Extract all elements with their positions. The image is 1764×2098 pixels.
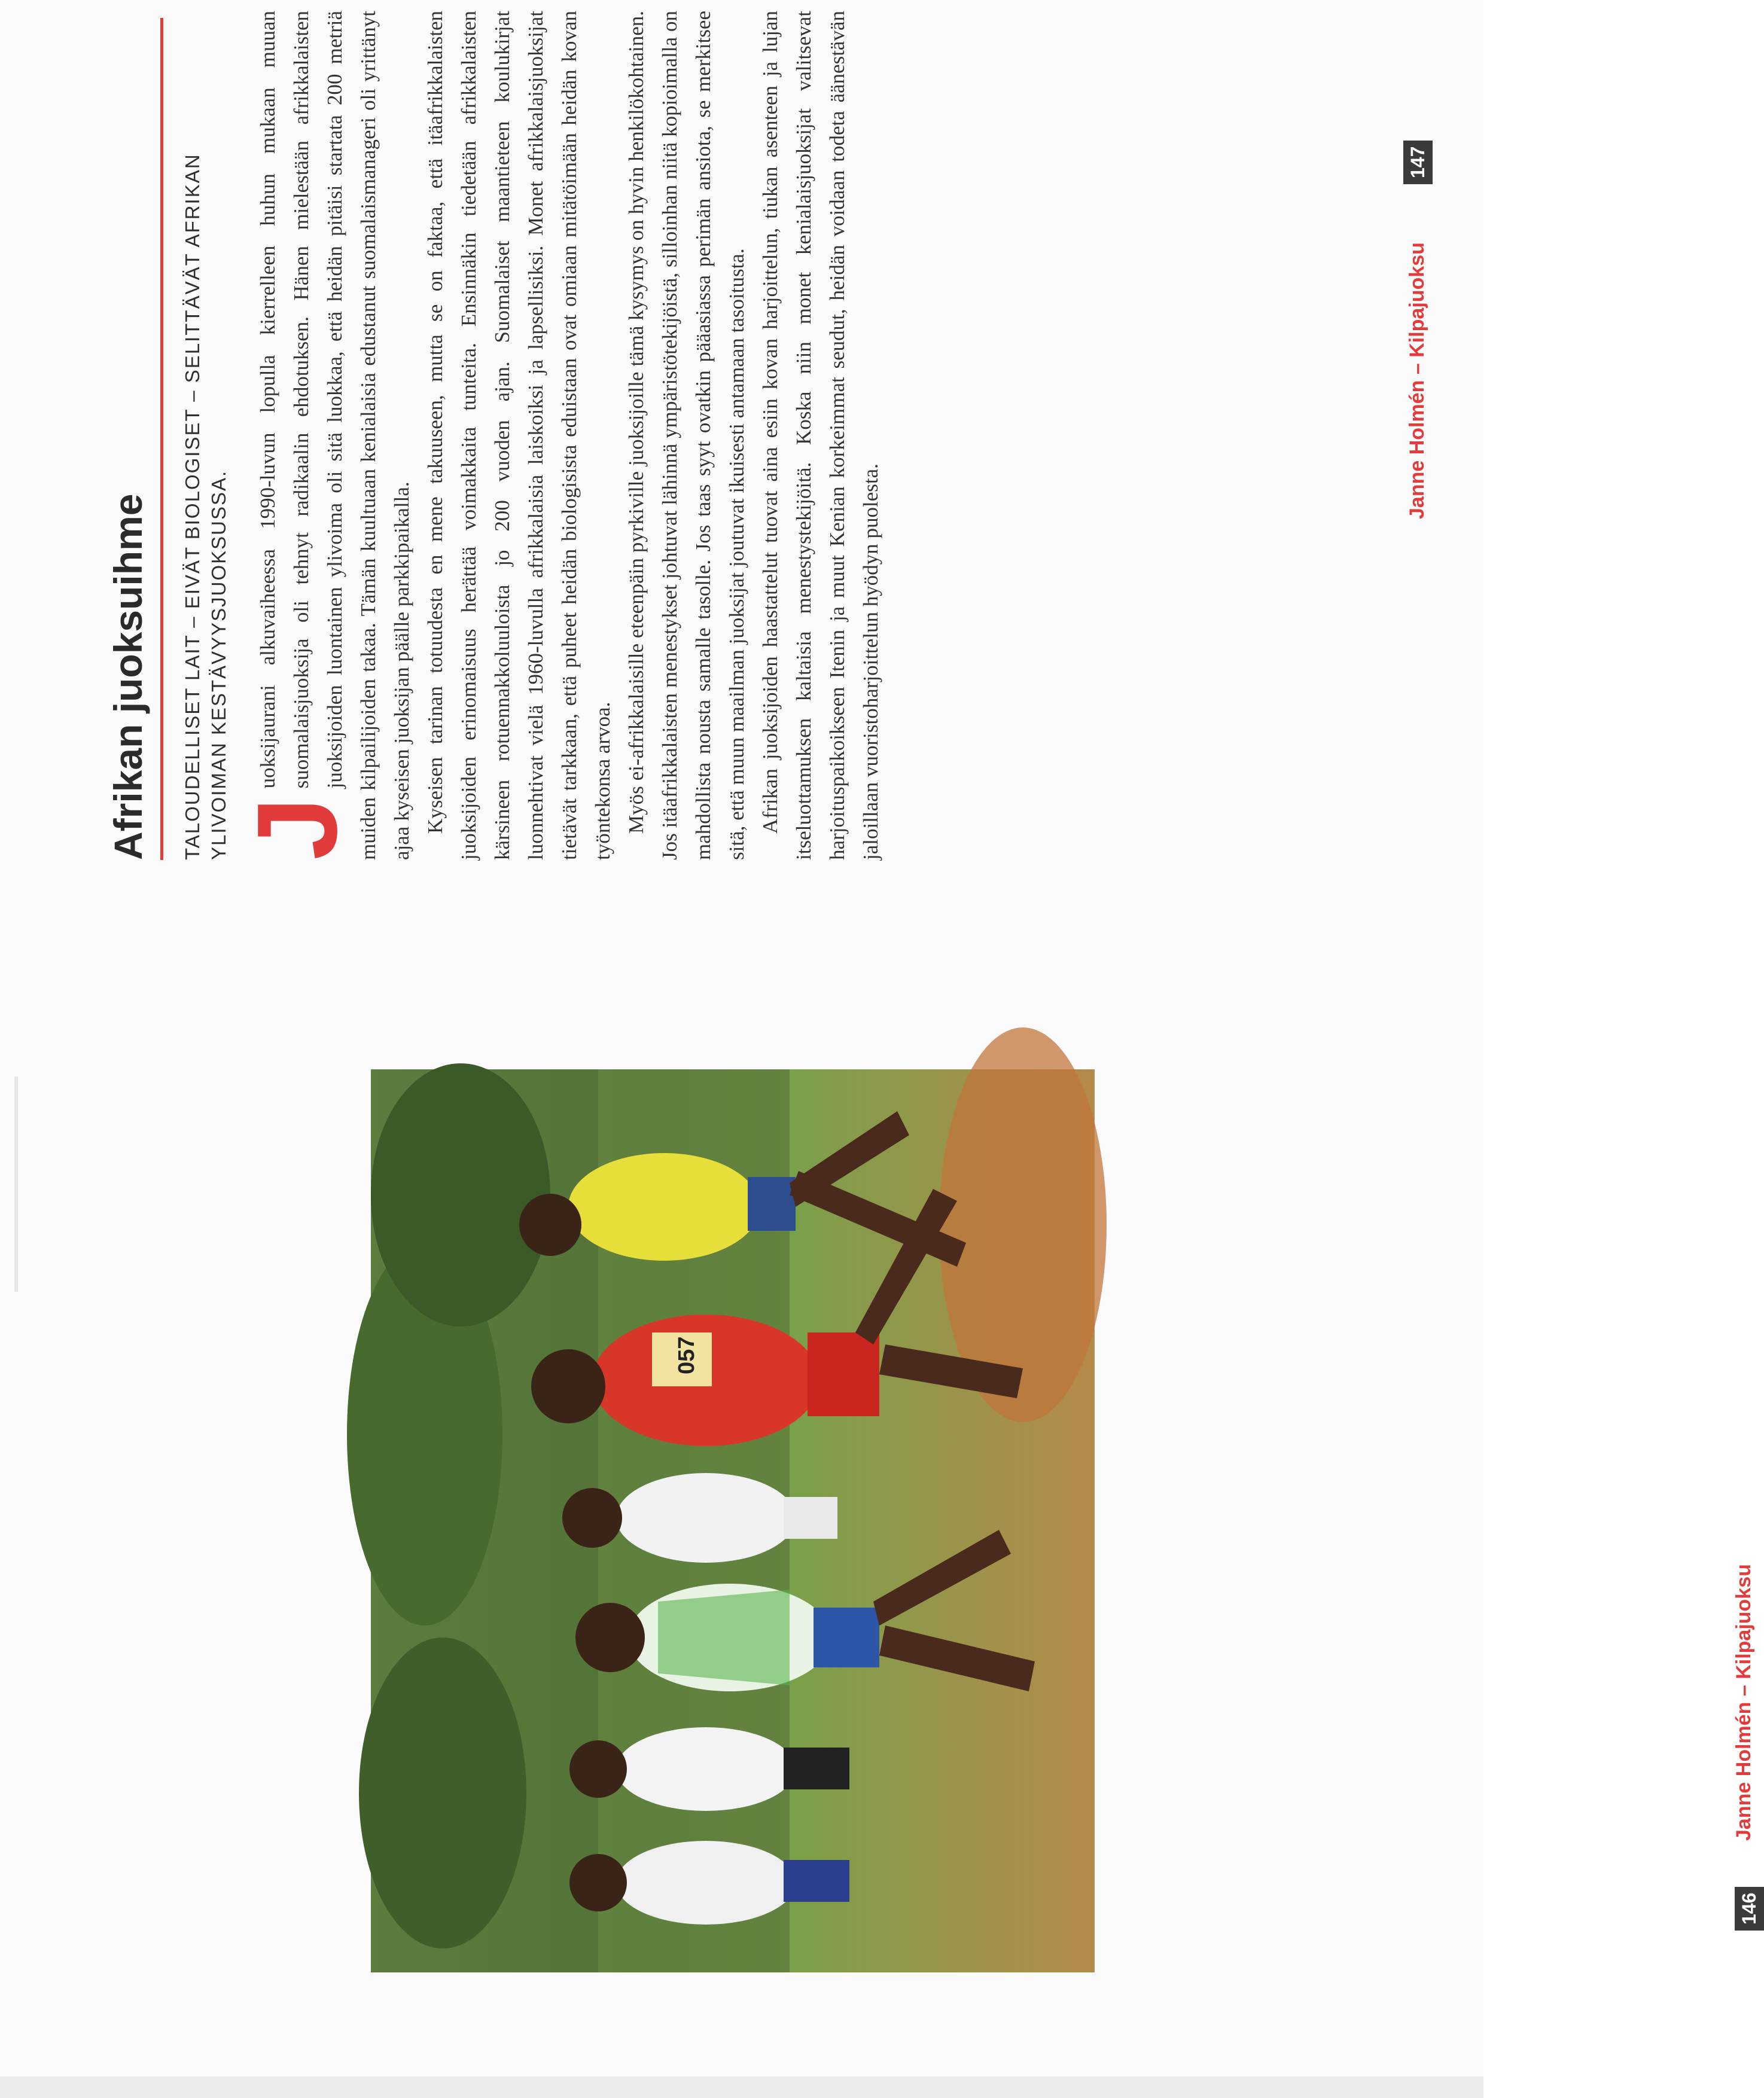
left-running-footer: Janne Holmén – Kilpajuoksu — [1732, 1564, 1755, 1841]
drop-cap: J — [234, 797, 361, 860]
runners-photo — [371, 1069, 1095, 1972]
article-body — [234, 11, 1304, 860]
paragraph-1 — [234, 11, 419, 860]
right-page-number: 147 — [1403, 141, 1433, 184]
bib-number: 057 — [674, 1336, 699, 1374]
article-title: Afrikan juoksuihme — [106, 493, 150, 860]
paragraph-1-text: uoksijaurani alkuvaiheessa 1990-luvun lopulla kierrelleen huhun mukaan muuan suomalaisjuoksija oli tehnyt radikaalin ehdotuksen. Hänen mielestään afrikkalaisten juoksijoiden luontainen ylivoima oli sitä luokkaa, että heidän pitäisi startata 200 metriä muiden kilpailijoiden takaa. Tämän kuultuaan kenialaisia edustanut suomalaismanageri oli yrittänyt ajaa kyseisen juoksijan päälle parkkipaikalla. — [256, 11, 413, 860]
right-running-footer: Janne Holmén – Kilpajuoksu — [1406, 242, 1428, 519]
paragraph-3: Myös ei-afrikkalaisille eteenpäin pyrkiville juoksijoille tämä kysymys on hyvin henkilökohtainen. Jos itäafrikkalaisten menestykset johtuvat lähinnä ympäristötekijöistä, silloinhan niitä kopioimalla on mahdollista nousta samalle tasolle. Jos taas syyt ovatkin pääasiassa perimän ansiota, se merkitsee sitä, että muun maailman juoksijat joutuvat ikuisesti antamaan tasoitusta. — [624, 11, 748, 860]
title-rule — [160, 18, 163, 860]
left-page-number: 146 — [1735, 1887, 1764, 1931]
paragraph-2: Kyseisen tarinan totuudesta en mene takuuseen, mutta se on faktaa, että itäafrikkalaisten juoksijoiden erinomaisuus herättää voimakkaita tunteita. Ensinnäkin tiedetään afrikkalaisten kärsineen rotuennakkoluuloista jo 200 vuoden ajan. Suomalaiset maantieteen koulukirjat luonnehtivat vielä 1960-luvulla afrikkalaisia laiskoiksi ja lapsellisiksi. Monet afrikkalaisjuoksijat tietävät tarkkaan, että puheet heidän biologisista eduistaan ovat omiaan mitätöimään heidän kovan työntekonsa arvoa. — [424, 11, 614, 860]
paragraph-4: Afrikan juoksijoiden haastattelut tuovat aina esiin kovan harjoittelun, tiukan asenteen ja lujan itseluottamuksen kaltaisia menestystekijöitä. Koska niin monet kenialaisjuoksijat valitsevat harjoituspaikoikseen Itenin ja muut Kenian korkeimmat seudut, heidän voidaan todeta äänestävän jaloillaan vuoristoharjoittelun hyödyn puolesta. — [758, 11, 882, 860]
article-subtitle: TALOUDELLISET LAIT – EIVÄT BIOLOGISET – SELITTÄVÄT AFRIKAN YLIVOIMAN KESTÄVYYSJUOKSUSSA. — [181, 153, 230, 860]
